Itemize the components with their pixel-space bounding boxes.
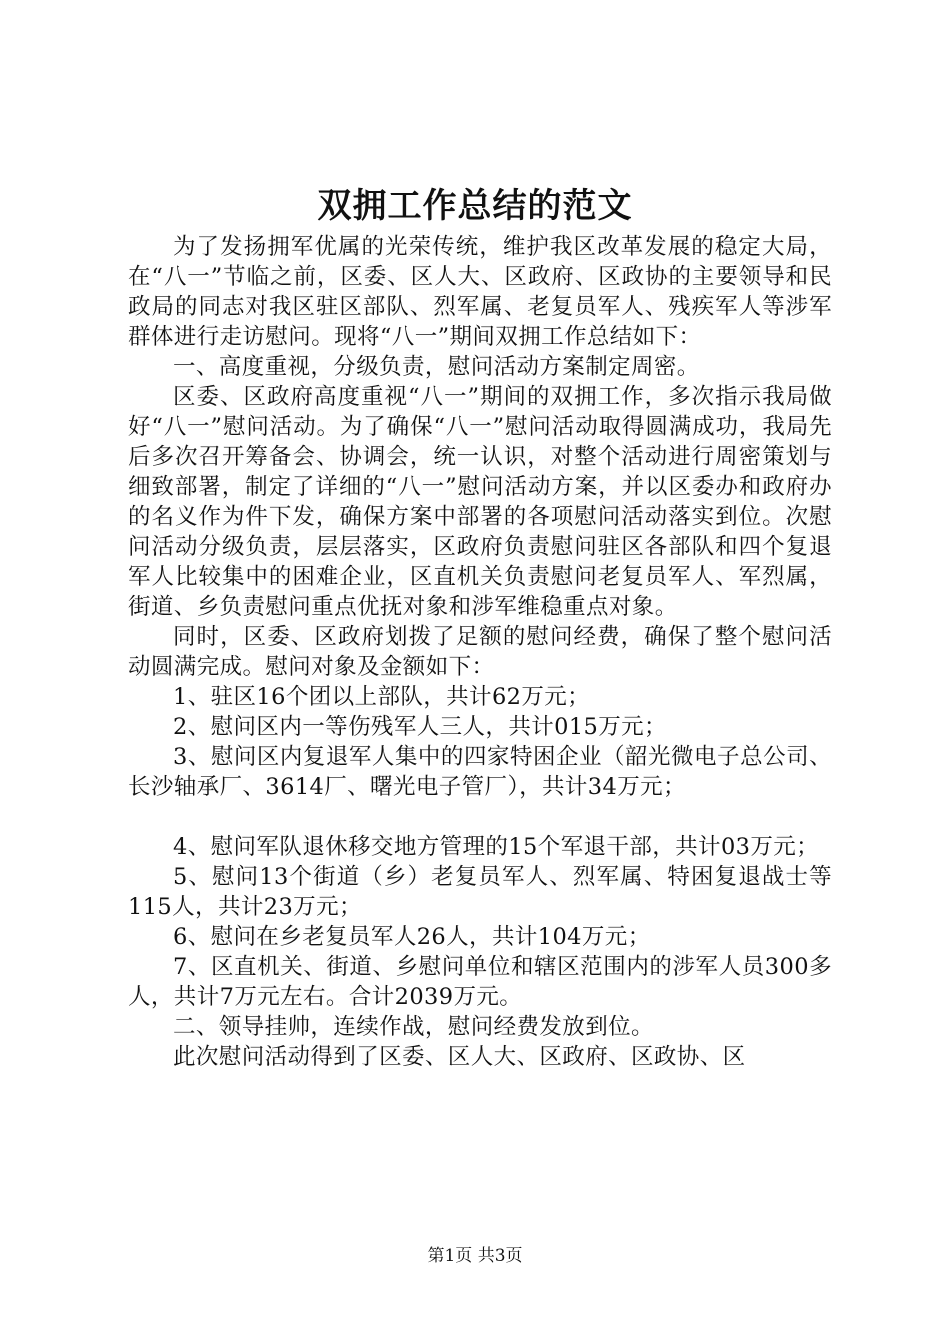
- list-item-7: 7、区直机关、街道、乡慰问单位和辖区范围内的涉军人员300多人，共计7万元左右。合计2039万元。: [128, 954, 832, 1010]
- document-title: 双拥工作总结的范文: [317, 186, 633, 226]
- blank-line: [128, 802, 832, 832]
- section-heading-1: 一、高度重视，分级负责，慰问活动方案制定周密。: [173, 354, 700, 380]
- list-item-2: 2、慰问区内一等伤残军人三人，共计015万元；: [173, 714, 667, 740]
- paragraph-intro: 为了发扬拥军优属的光荣传统，维护我区改革发展的稳定大局，在“八一”节临之前，区委、区人大、区政府、区政协的主要领导和民政局的同志对我区驻区部队、烈军属、老复员军人、残疾军人等涉军群体进行走访慰问。现将“八一”期间双拥工作总结如下：: [128, 234, 832, 350]
- paragraph-planning: 区委、区政府高度重视“八一”期间的双拥工作，多次指示我局做好“八一”慰问活动。为了确保“八一”慰问活动取得圆满成功，我局先后多次召开筹备会、协调会，统一认识，对整个活动进行周密策划与细致部署，制定了详细的“八一”慰问活动方案，并以区委办和政府办的名义作为件下发，确保方案中部署的各项慰问活动落实到位。次慰问活动分级负责，层层落实，区政府负责慰问驻区各部队和四个复退军人比较集中的困难企业，区直机关负责慰问老复员军人、军烈属，街道、乡负责慰问重点优抚对象和涉军维稳重点对象。: [128, 384, 832, 620]
- document-body: [128, 232, 832, 1072]
- list-item-4: 4、慰问军队退休移交地方管理的15个军退干部，共计03万元；: [173, 834, 820, 860]
- list-item-1: 1、驻区16个团以上部队，共计62万元；: [173, 684, 591, 710]
- list-item-3: 3、慰问区内复退军人集中的四家特困企业（韶光微电子总公司、长沙轴承厂、3614厂、曙光电子管厂），共计34万元；: [128, 744, 832, 800]
- section-heading-2: 二、领导挂帅，连续作战，慰问经费发放到位。: [173, 1014, 654, 1040]
- list-item-6: 6、慰问在乡老复员军人26人，共计104万元；: [173, 924, 651, 950]
- paragraph-funding: 同时，区委、区政府划拨了足额的慰问经费，确保了整个慰问活动圆满完成。慰问对象及金额如下：: [128, 624, 832, 680]
- list-item-5: 5、慰问13个街道（乡）老复员军人、烈军属、特困复退战士等115人，共计23万元；: [128, 864, 832, 920]
- page-footer: 第1页 共3页: [427, 1246, 523, 1266]
- paragraph-continued: 此次慰问活动得到了区委、区人大、区政府、区政协、区: [173, 1044, 746, 1070]
